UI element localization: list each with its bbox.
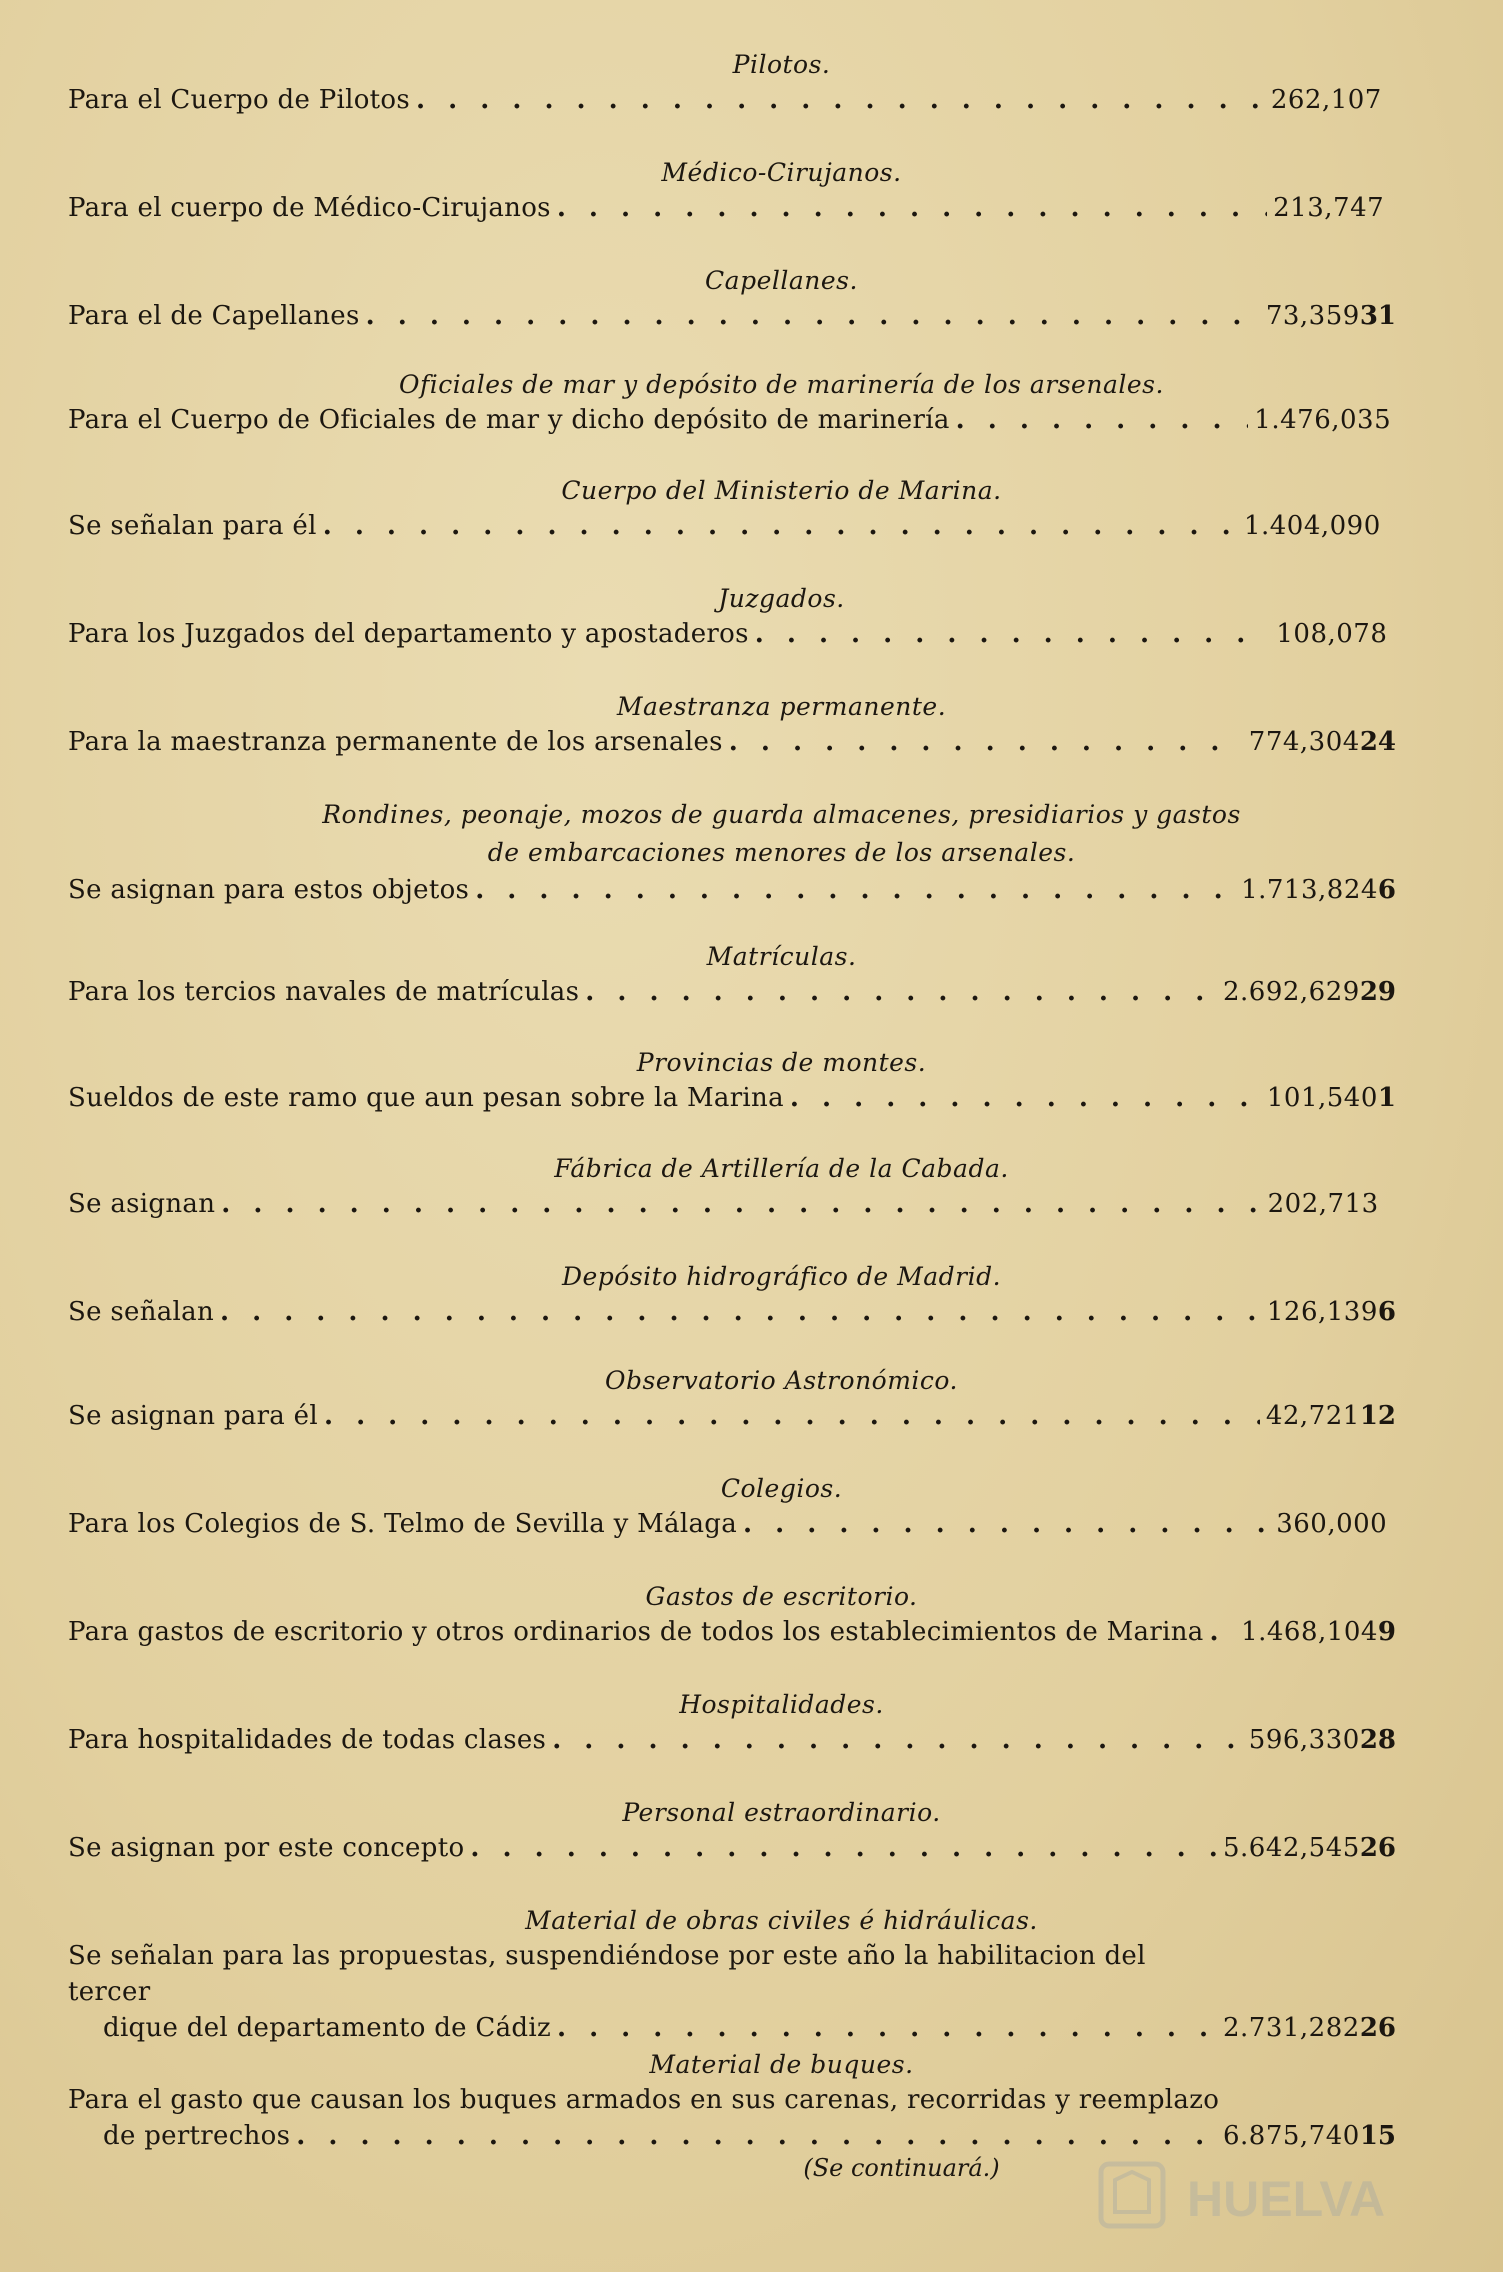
section-heading: Material de obras civiles é hidráulicas. — [525, 1906, 1038, 1935]
section-maestranza — [0, 690, 1503, 760]
entry-description-continued: dique del departamento de Cádiz — [103, 2013, 551, 2043]
entry-description: Se asignan por este concepto — [68, 1833, 465, 1863]
entry-row — [68, 508, 1396, 544]
entry-amount: 2.692,629 — [1222, 977, 1360, 1007]
entry-row — [68, 974, 1396, 1010]
leader-dots — [1210, 1614, 1236, 1650]
entry-description: Se señalan para él — [68, 511, 317, 541]
section-rondines — [0, 796, 1503, 908]
entry-row — [68, 1722, 1396, 1758]
entry-amount: 2.731,282 — [1222, 2013, 1360, 2043]
section-heading: Capellanes. — [705, 266, 858, 295]
section-heading: Rondines, peonaje, mozos de guarda almacenes, presidiarios y gastos — [322, 800, 1241, 829]
section-heading: Oficiales de mar y depósito de marinería de los arsenales. — [399, 370, 1164, 399]
leader-dots — [221, 1186, 1261, 1222]
section-heading: Matrículas. — [706, 942, 857, 971]
entry-description: Para el Cuerpo de Pilotos — [68, 85, 411, 115]
leader-dots — [956, 402, 1249, 438]
entry-description: Para el de Capellanes — [68, 301, 360, 331]
section-matriculas — [0, 940, 1503, 1010]
entry-amount: 360,000 — [1276, 1509, 1388, 1539]
entry-cents: 29 — [1359, 977, 1396, 1007]
entry-description: Se asignan — [68, 1189, 216, 1219]
section-heading: Maestranza permanente. — [616, 692, 947, 721]
section-heading: Depósito hidrográfico de Madrid. — [561, 1262, 1002, 1291]
entry-description: Se señalan para las propuestas, suspendiéndose por este año la habilitacion del tercer — [68, 1941, 1146, 2007]
section-heading: Fábrica de Artillería de la Cabada. — [554, 1154, 1009, 1183]
leader-dots — [470, 1830, 1217, 1866]
entry-cents: 28 — [1359, 1725, 1396, 1755]
entry-description: Para el gasto que causan los buques armados en sus carenas, recorridas y reemplazo — [68, 2085, 1220, 2115]
entry-row — [68, 1506, 1396, 1542]
entry-cents: 15 — [1359, 2121, 1396, 2151]
section-heading: Provincias de montes. — [636, 1048, 927, 1077]
section-heading: Cuerpo del Ministerio de Marina. — [561, 476, 1002, 505]
section-personal-estraordinario — [0, 1796, 1503, 1866]
entry-cents: 6 — [1377, 1297, 1396, 1327]
entry-row — [68, 298, 1396, 334]
section-heading: Médico-Cirujanos. — [661, 158, 902, 187]
entry-amount: 213,747 — [1273, 193, 1385, 223]
entry-cents: 6 — [1377, 875, 1396, 905]
leader-dots — [743, 1506, 1270, 1542]
entry-description: Para hospitalidades de todas clases — [68, 1725, 547, 1755]
entry-amount: 101,540 — [1266, 1083, 1378, 1113]
section-gastos-escritorio — [0, 1580, 1503, 1650]
entry-cents: 24 — [1359, 727, 1396, 757]
entry-amount: 262,107 — [1270, 85, 1382, 115]
entry-row — [68, 402, 1396, 438]
section-obras-civiles — [0, 1904, 1503, 2046]
section-medico-cirujanos — [0, 156, 1503, 226]
entry-amount: 73,359 — [1265, 301, 1360, 331]
section-pilotos — [0, 48, 1503, 118]
continuation-note: (Se continuará.) — [803, 2154, 1000, 2182]
entry-row — [68, 872, 1396, 908]
entry-description: Para el Cuerpo de Oficiales de mar y dicho depósito de marinería — [68, 405, 950, 435]
leader-dots — [557, 190, 1267, 226]
leader-dots — [296, 2118, 1217, 2154]
entry-description: Para la maestranza permanente de los arsenales — [68, 727, 723, 757]
entry-description: Para los tercios navales de matrículas — [68, 977, 580, 1007]
leader-dots — [475, 872, 1235, 908]
entry-description: Sueldos de este ramo que aun pesan sobre la Marina — [68, 1083, 784, 1113]
section-fabrica-artilleria — [0, 1152, 1503, 1222]
entry-row — [68, 1186, 1396, 1222]
entry-amount: 1.476,035 — [1254, 405, 1392, 435]
leader-dots — [220, 1294, 1261, 1330]
entry-row — [68, 1398, 1396, 1434]
entry-amount: 1.404,090 — [1243, 511, 1381, 541]
leader-dots — [755, 616, 1271, 652]
entry-cents: 9 — [1377, 1617, 1396, 1647]
entry-amount: 126,139 — [1266, 1297, 1378, 1327]
entry-amount: 1.713,824 — [1241, 875, 1378, 905]
entry-row — [68, 1614, 1396, 1650]
entry-description: Para gastos de escritorio y otros ordinarios de todos los establecimientos de Marina — [68, 1617, 1204, 1647]
section-heading: Pilotos. — [732, 50, 831, 79]
watermark-text: HUELVA — [1187, 2171, 1386, 2227]
entry-amount: 42,721 — [1265, 1401, 1360, 1431]
section-capellanes — [0, 264, 1503, 334]
entry-row — [68, 1080, 1396, 1116]
section-heading: Colegios. — [720, 1474, 843, 1503]
section-colegios — [0, 1472, 1503, 1542]
section-heading: Material de buques. — [649, 2050, 914, 2079]
entry-description: Para los Juzgados del departamento y apostaderos — [68, 619, 749, 649]
library-watermark — [1095, 2150, 1425, 2240]
section-heading: Juzgados. — [718, 584, 845, 613]
leader-dots — [552, 1722, 1243, 1758]
entry-description: Para el cuerpo de Médico-Cirujanos — [68, 193, 551, 223]
watermark-logo-icon — [1095, 2150, 1425, 2240]
section-heading-line-2: de embarcaciones menores de los arsenales. — [487, 838, 1076, 867]
section-hospitalidades — [0, 1688, 1503, 1758]
leader-dots — [729, 724, 1243, 760]
entry-cents: 26 — [1359, 1833, 1396, 1863]
leader-dots — [557, 2010, 1217, 2046]
entry-row — [103, 2118, 1396, 2154]
entry-description: Se señalan — [68, 1297, 214, 1327]
entry-row — [68, 190, 1396, 226]
leader-dots — [323, 508, 1238, 544]
entry-amount: 202,713 — [1267, 1189, 1379, 1219]
entry-cents: 1 — [1377, 1083, 1396, 1113]
entry-row — [103, 2010, 1396, 2046]
entry-cents: 31 — [1359, 301, 1396, 331]
section-heading: Personal estraordinario. — [622, 1798, 941, 1827]
leader-dots — [366, 298, 1260, 334]
entry-description: Para los Colegios de S. Telmo de Sevilla y Málaga — [68, 1509, 738, 1539]
section-heading: Hospitalidades. — [679, 1690, 884, 1719]
section-heading: Gastos de escritorio. — [645, 1582, 918, 1611]
entry-cents: 12 — [1359, 1401, 1396, 1431]
leader-dots — [790, 1080, 1261, 1116]
section-heading: Observatorio Astronómico. — [605, 1366, 958, 1395]
entry-amount: 5.642,545 — [1222, 1833, 1360, 1863]
entry-description: Se asignan para él — [68, 1401, 318, 1431]
entry-amount: 108,078 — [1276, 619, 1388, 649]
section-observatorio — [0, 1364, 1503, 1434]
entry-amount: 6.875,740 — [1222, 2121, 1360, 2151]
entry-amount: 774,304 — [1248, 727, 1360, 757]
section-deposito-hidrografico — [0, 1260, 1503, 1330]
leader-dots — [416, 82, 1265, 118]
section-ministerio-de-marina — [0, 474, 1503, 544]
entry-row — [68, 616, 1396, 652]
section-juzgados — [0, 582, 1503, 652]
entry-row — [68, 724, 1396, 760]
entry-row — [68, 1294, 1396, 1330]
entry-description-continued: de pertrechos — [103, 2121, 291, 2151]
section-material-de-buques — [0, 2048, 1503, 2154]
section-oficiales-de-mar — [0, 368, 1503, 438]
entry-description: Se asignan para estos objetos — [68, 875, 470, 905]
entry-cents: 26 — [1359, 2013, 1396, 2043]
leader-dots — [585, 974, 1217, 1010]
entry-row — [68, 1830, 1396, 1866]
entry-row — [68, 82, 1396, 118]
section-provincias-de-montes — [0, 1046, 1503, 1116]
leader-dots — [324, 1398, 1260, 1434]
entry-amount: 596,330 — [1248, 1725, 1360, 1755]
entry-amount: 1.468,104 — [1241, 1617, 1378, 1647]
